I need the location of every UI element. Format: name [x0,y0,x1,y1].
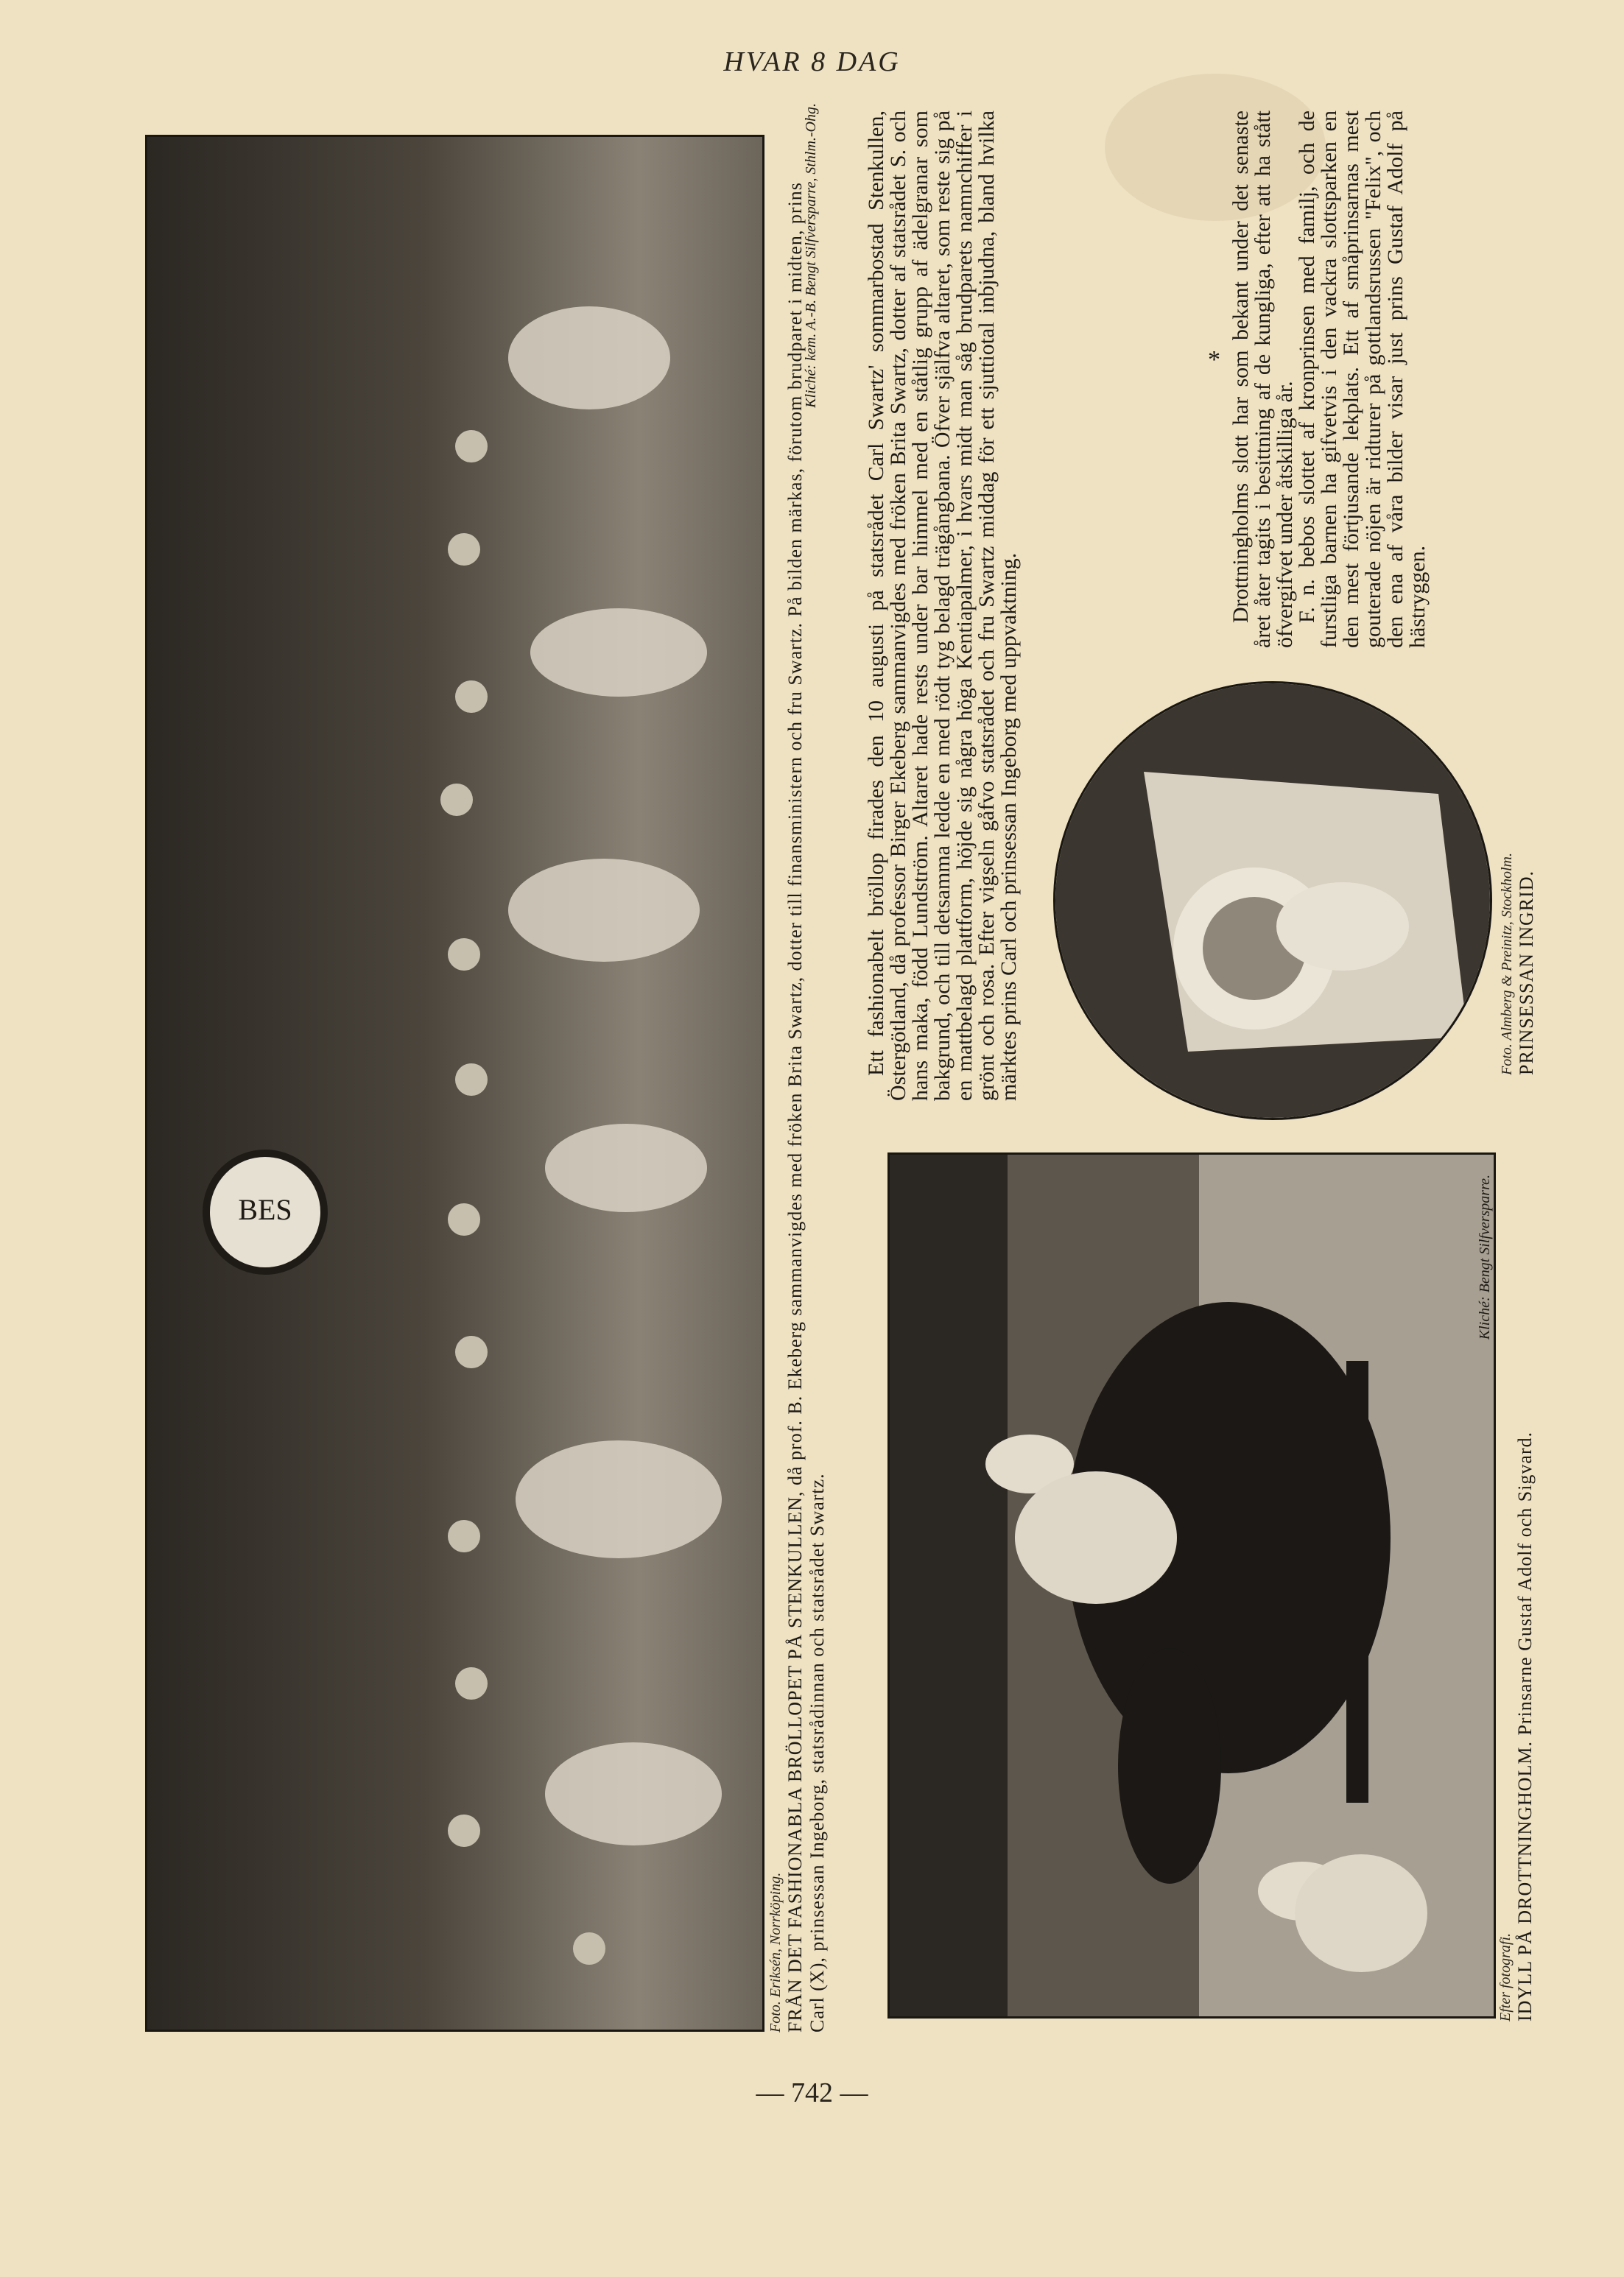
ingrid-photographer-credit: Foto. Almberg & Preinitz, Stockholm. [1499,852,1515,1075]
ingrid-caption-block [1499,707,1538,1075]
svg-text:BES: BES [238,1193,292,1226]
horse-photographer-credit: Efter fotografi. [1497,1933,1514,2021]
page-header: HVAR 8 DAG [723,46,901,77]
article-separator: * [1208,346,1220,373]
ingrid-photo-title: PRINSESSAN INGRID. [1516,870,1537,1075]
horse-photo-title: IDYLL PÅ DROTTNINGHOLM. [1514,1741,1536,2021]
wedding-photo-caption: då prof. B. Ekeberg sammanvigdes med fröken Brita Swartz, dotter till finansministern och fru Swartz. På bilden märkas, förutom brudparet i midten, prins Carl (X), prinsessan Ingeborg, statsrådinnan och statsrådet Swartz. [784,182,828,2033]
wedding-photo-title: FRÅN DET FASHIONABLA BRÖLLOPET PÅ STENKULLEN, [784,1491,806,2033]
article-paragraph-3-text: F. n. bebos slottet af kronprinsen med familj, och de furstliga barnen ha gifvetvis i den vackra slottsparken en den mest förtjusande lekplats. Ett af småprinsarnas mest gouterade nöjen är ridturer på gottlandsrussen "Felix", och den ena af våra bilder visar just prins Gustaf Adolf på hästryggen. [1295,110,1430,648]
wedding-group-photo [145,135,764,2032]
page-number: — 742 — [756,2077,868,2108]
wedding-cliche-credit: Kliché: kem. A.-B. Bengt Silfversparre, Sthlm.-Ohg. [803,103,819,408]
horse-photo-caption: Prinsarne Gustaf Adolf och Sigvard. [1514,1431,1536,1736]
horse-photo [887,1152,1496,2019]
article-paragraph-1-text: Ett fashionabelt bröllop firades den 10 augusti på statsrådet Carl Swartz' sommarbostad Stenkullen, Östergötland, då professor Birger Ekeberg sammanvigdes med fröken Brita Swartz, dotter af statsrådet S. och hans maka, född Lundström. Altaret hade rests under bar himmel med en ståtlig grupp af ädelgranar som bakgrund, och till detsamma ledde en med rödt tyg belagd trägångbana. Öfver själfva altaret, som reste sig på en mattbelagd plattform, höjde sig några höga Kentiapalmer, i hvars midt man såg brudparets namnchiffer i grönt och rosa. Efter vigseln gåfvo statsrådet och fru Swartz middag för ett sjuttiotal inbjudna, bland hvilka märktes prins Carl och prinsessan Ingeborg med uppvaktning. [864,110,1021,1101]
ingrid-photo-image [1055,683,1490,1118]
wedding-photo-image [147,137,762,2030]
ingrid-photo [1053,681,1492,1120]
paper-stain [1105,74,1326,221]
article-paragraph-2-text: Drottningholms slott har som bekant under det senaste året åter tagits i besittning af de kungliga, efter att ha stått öfvergifvet under åtskilliga år. [1228,110,1297,648]
wedding-photographer-credit: Foto. Eriksén, Norrköping. [767,1872,784,2033]
horse-photo-image [890,1155,1494,2016]
article-paragraph-1 [865,110,1020,1101]
horse-cliche-credit: Kliché: Bengt Silfversparre. [1477,1175,1493,1340]
horse-caption-block [1497,1152,1536,2021]
